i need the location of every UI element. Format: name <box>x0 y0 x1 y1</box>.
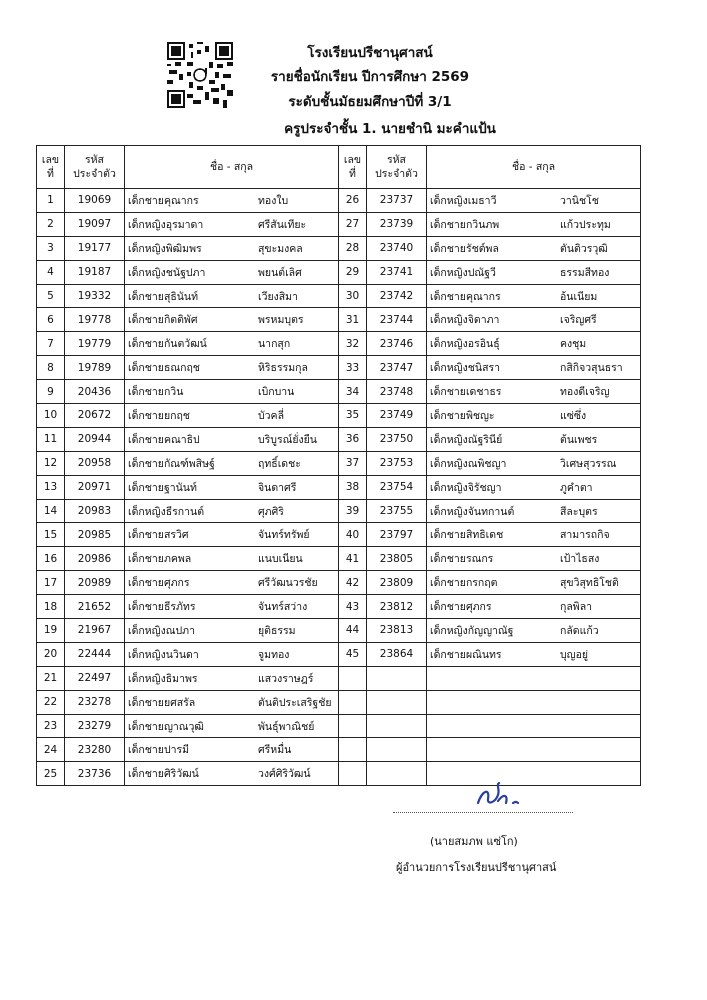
last-name: ต้นเพชร <box>560 433 598 446</box>
cell-student-id <box>367 762 427 786</box>
school-name: โรงเรียนปรีชานุศาสน์ <box>307 45 433 61</box>
first-name: เด็กหญิงธิมาพร <box>128 672 198 685</box>
last-name: บริบูรณ์ยั่งยืน <box>258 433 317 446</box>
cell-name <box>427 595 641 619</box>
last-name: จินดาศรี <box>258 481 297 494</box>
homeroom-teacher: ครูประจำชั้น 1. นายชำนิ มะคำแป้น <box>284 121 496 137</box>
table-row <box>37 212 641 236</box>
header-name: ชื่อ - สกุล <box>427 146 641 189</box>
cell-student-id: 21652 <box>65 595 125 619</box>
first-name: เด็กหญิงชนัฐปภา <box>128 266 206 279</box>
cell-student-id: 23280 <box>65 738 125 762</box>
cell-name <box>427 547 641 571</box>
cell-name <box>427 189 641 213</box>
cell-number: 20 <box>37 642 65 666</box>
cell-name <box>427 451 641 475</box>
header-student-id: รหัส ประจำตัว <box>65 146 125 189</box>
cell-student-id: 23279 <box>65 714 125 738</box>
cell-name <box>125 380 339 404</box>
header-name: ชื่อ - สกุล <box>125 146 339 189</box>
cell-student-id: 22497 <box>65 666 125 690</box>
cell-number: 11 <box>37 427 65 451</box>
cell-student-id: 23809 <box>367 571 427 595</box>
cell-number: 19 <box>37 619 65 643</box>
last-name: คงชุม <box>560 338 587 351</box>
last-name: พรหมบุตร <box>258 314 304 327</box>
list-title: รายชื่อนักเรียน ปีการศึกษา 2569 <box>270 69 470 85</box>
first-name: เด็กหญิงเมธาวี <box>430 194 497 207</box>
first-name: เด็กหญิงจิรัชญา <box>430 481 502 494</box>
cell-student-id: 19332 <box>65 284 125 308</box>
cell-number: 3 <box>37 236 65 260</box>
cell-number: 44 <box>339 619 367 643</box>
last-name: ทองดีเจริญ <box>560 386 610 399</box>
first-name: เด็กชายยศสรัล <box>128 696 196 709</box>
first-name: เด็กหญิงจันทกานต์ <box>430 505 515 518</box>
last-name: สุขวิสุทธิโชติ <box>560 577 619 590</box>
first-name: เด็กชายคุณากร <box>128 194 199 207</box>
signatory-name: (นายสมภพ แซ่โก) <box>430 835 518 848</box>
last-name: แสวงราษฎร์ <box>258 672 314 685</box>
table-row <box>37 451 641 475</box>
cell-number: 41 <box>339 547 367 571</box>
cell-student-id: 19187 <box>65 260 125 284</box>
cell-name <box>125 642 339 666</box>
cell-student-id: 23812 <box>367 595 427 619</box>
first-name: เด็กชายศุภกร <box>128 577 190 590</box>
last-name: ตันติวรวุฒิ <box>560 242 608 255</box>
cell-name <box>125 714 339 738</box>
last-name: วงศ์ศิริวัฒน์ <box>258 768 311 781</box>
first-name: เด็กชายรณกร <box>430 553 494 566</box>
cell-student-id: 23741 <box>367 260 427 284</box>
cell-student-id: 23742 <box>367 284 427 308</box>
cell-number: 6 <box>37 308 65 332</box>
last-name: ศรีวัฒนวรชัย <box>258 577 318 590</box>
cell-student-id: 19097 <box>65 212 125 236</box>
last-name: จูมทอง <box>258 648 290 661</box>
table-row <box>37 189 641 213</box>
cell-student-id: 19789 <box>65 356 125 380</box>
cell-name <box>427 642 641 666</box>
last-name: ศรีสันเทียะ <box>258 218 307 231</box>
cell-student-id: 23753 <box>367 451 427 475</box>
first-name: เด็กชายคณาธิป <box>128 433 200 446</box>
cell-name <box>125 284 339 308</box>
cell-name <box>427 499 641 523</box>
cell-name <box>427 236 641 260</box>
cell-name <box>427 427 641 451</box>
last-name: เบิกบาน <box>258 386 295 399</box>
cell-number: 35 <box>339 404 367 428</box>
cell-name <box>427 523 641 547</box>
cell-number: 10 <box>37 404 65 428</box>
cell-name <box>125 260 339 284</box>
first-name: เด็กหญิงจิดาภา <box>430 314 500 327</box>
cell-student-id: 20989 <box>65 571 125 595</box>
cell-student-id: 19069 <box>65 189 125 213</box>
first-name: เด็กหญิงชนิสรา <box>430 362 501 375</box>
first-name: เด็กชายสรวิศ <box>128 529 189 542</box>
cell-student-id: 23749 <box>367 404 427 428</box>
last-name: สุขะมงคล <box>258 242 303 255</box>
table-row <box>37 356 641 380</box>
table-row <box>37 332 641 356</box>
table-header <box>37 146 641 189</box>
cell-name <box>427 714 641 738</box>
last-name: หิริธรรมกุล <box>258 362 308 375</box>
first-name: เด็กหญิงพิฒิมพร <box>128 242 202 255</box>
cell-student-id: 23746 <box>367 332 427 356</box>
first-name: เด็กหญิงณปภา <box>128 624 195 637</box>
cell-name <box>125 547 339 571</box>
cell-name <box>427 260 641 284</box>
table-row <box>37 619 641 643</box>
first-name: เด็กชายกวิน <box>128 386 184 399</box>
cell-number: 36 <box>339 427 367 451</box>
cell-number: 22 <box>37 690 65 714</box>
table-row <box>37 690 641 714</box>
first-name: เด็กหญิงนวินดา <box>128 648 199 661</box>
cell-number: 40 <box>339 523 367 547</box>
cell-name <box>125 499 339 523</box>
cell-number: 29 <box>339 260 367 284</box>
cell-number <box>339 762 367 786</box>
first-name: เด็กชายกิตติพัศ <box>128 314 198 327</box>
cell-number: 17 <box>37 571 65 595</box>
cell-name <box>427 308 641 332</box>
cell-number: 23 <box>37 714 65 738</box>
cell-number: 38 <box>339 475 367 499</box>
cell-number: 27 <box>339 212 367 236</box>
cell-student-id: 23750 <box>367 427 427 451</box>
cell-number: 24 <box>37 738 65 762</box>
first-name: เด็กหญิงณัฐรินีย์ <box>430 433 503 446</box>
cell-student-id: 20958 <box>65 451 125 475</box>
last-name: ศุภศิริ <box>258 505 284 518</box>
cell-number: 13 <box>37 475 65 499</box>
last-name: เจริญศรี <box>560 314 597 327</box>
cell-name <box>427 356 641 380</box>
cell-name <box>427 762 641 786</box>
cell-student-id: 23813 <box>367 619 427 643</box>
cell-number: 9 <box>37 380 65 404</box>
first-name: เด็กชายกันตวัฒน์ <box>128 338 207 351</box>
first-name: เด็กหญิงกัญญาณัฐ <box>430 624 514 637</box>
cell-student-id: 22444 <box>65 642 125 666</box>
cell-name <box>125 738 339 762</box>
cell-name <box>427 738 641 762</box>
cell-name <box>427 284 641 308</box>
table-row <box>37 260 641 284</box>
first-name: เด็กหญิงณพิชญา <box>430 457 507 470</box>
cell-number: 26 <box>339 189 367 213</box>
first-name: เด็กชายภคพล <box>128 553 192 566</box>
last-name: สามารถกิจ <box>560 529 610 542</box>
cell-student-id: 20986 <box>65 547 125 571</box>
cell-student-id: 19177 <box>65 236 125 260</box>
first-name: เด็กหญิงปณัฐวี <box>430 266 496 279</box>
last-name: แซ่ซึ่ง <box>560 409 587 422</box>
cell-number: 14 <box>37 499 65 523</box>
table-row <box>37 595 641 619</box>
signatory-position: ผู้อำนวยการโรงเรียนปรีชานุศาสน์ <box>396 861 557 874</box>
cell-number: 33 <box>339 356 367 380</box>
cell-student-id: 23737 <box>367 189 427 213</box>
last-name: กสิกิจวสุนธรา <box>560 362 623 375</box>
cell-name <box>427 332 641 356</box>
table-row <box>37 714 641 738</box>
last-name: วิเศษสุวรรณ <box>560 457 617 470</box>
cell-name <box>125 308 339 332</box>
cell-name <box>427 212 641 236</box>
cell-number <box>339 738 367 762</box>
cell-name <box>125 619 339 643</box>
last-name: ภูคำตา <box>560 481 593 494</box>
last-name: กลัดแก้ว <box>560 624 599 637</box>
cell-student-id: 23754 <box>367 475 427 499</box>
cell-name <box>125 332 339 356</box>
cell-name <box>125 356 339 380</box>
last-name: แนบเนียน <box>258 553 303 566</box>
cell-name <box>427 380 641 404</box>
first-name: เด็กชายปารมี <box>128 744 190 757</box>
cell-number: 12 <box>37 451 65 475</box>
first-name: เด็กชายญาณวุฒิ <box>128 720 204 733</box>
last-name: สีละบุตร <box>560 505 598 518</box>
cell-student-id: 23864 <box>367 642 427 666</box>
cell-number: 45 <box>339 642 367 666</box>
cell-student-id: 23739 <box>367 212 427 236</box>
cell-student-id: 20983 <box>65 499 125 523</box>
table-row <box>37 308 641 332</box>
cell-student-id: 23748 <box>367 380 427 404</box>
first-name: เด็กหญิงอรอินธุ์ <box>430 338 500 351</box>
last-name: พันธุ์พาณิชย์ <box>258 720 315 733</box>
first-name: เด็กหญิงธีรกานต์ <box>128 505 205 518</box>
cell-name <box>427 690 641 714</box>
cell-student-id: 21967 <box>65 619 125 643</box>
last-name: เป้าไธสง <box>560 553 600 566</box>
cell-student-id: 23797 <box>367 523 427 547</box>
last-name: ทองใบ <box>258 194 289 207</box>
cell-student-id <box>367 738 427 762</box>
cell-student-id: 20436 <box>65 380 125 404</box>
last-name: บุญอยู่ <box>560 648 589 661</box>
table-row <box>37 427 641 451</box>
cell-student-id: 19778 <box>65 308 125 332</box>
table-row <box>37 404 641 428</box>
cell-student-id: 23740 <box>367 236 427 260</box>
first-name: เด็กชายธณกฤช <box>128 362 200 375</box>
table-row <box>37 571 641 595</box>
cell-name <box>125 666 339 690</box>
table-row <box>37 236 641 260</box>
cell-student-id: 23744 <box>367 308 427 332</box>
last-name: แก้วประทุม <box>560 218 611 231</box>
cell-number: 30 <box>339 284 367 308</box>
table-row <box>37 762 641 786</box>
first-name: เด็กชายกรกฤต <box>430 577 498 590</box>
cell-name <box>125 404 339 428</box>
first-name: เด็กชายเดชาธร <box>430 386 502 399</box>
cell-number: 8 <box>37 356 65 380</box>
cell-student-id <box>367 666 427 690</box>
last-name: ยุติธรรม <box>258 624 296 637</box>
cell-number: 15 <box>37 523 65 547</box>
cell-student-id: 23278 <box>65 690 125 714</box>
header-number: เลข ที่ <box>37 146 65 189</box>
last-name: จันทร์ทรัพย์ <box>258 529 310 542</box>
cell-name <box>427 404 641 428</box>
header-student-id: รหัส ประจำตัว <box>367 146 427 189</box>
cell-student-id: 20971 <box>65 475 125 499</box>
last-name: ตันติประเสริฐชัย <box>258 696 332 709</box>
table-row <box>37 642 641 666</box>
first-name: เด็กชายฐานันท์ <box>128 481 197 494</box>
first-name: เด็กชายสิทธิเดช <box>430 529 504 542</box>
first-name: เด็กหญิงอุรมาดา <box>128 218 204 231</box>
class-level: ระดับชั้นมัธยมศึกษาปีที่ 3/1 <box>288 94 452 110</box>
cell-number: 4 <box>37 260 65 284</box>
cell-number: 5 <box>37 284 65 308</box>
cell-number: 21 <box>37 666 65 690</box>
last-name: บัวคลี่ <box>258 409 285 422</box>
table-row <box>37 475 641 499</box>
cell-student-id: 23736 <box>65 762 125 786</box>
last-name: พยนต์เลิศ <box>258 266 302 279</box>
table-row <box>37 380 641 404</box>
last-name: วานิชโช <box>560 194 599 207</box>
cell-name <box>427 571 641 595</box>
first-name: เด็กชายคุณากร <box>430 290 501 303</box>
cell-name <box>125 571 339 595</box>
last-name: ฤทธิ์เดชะ <box>258 457 301 470</box>
cell-name <box>125 762 339 786</box>
cell-number: 34 <box>339 380 367 404</box>
cell-name <box>427 475 641 499</box>
cell-name <box>125 451 339 475</box>
cell-number: 37 <box>339 451 367 475</box>
cell-name <box>125 189 339 213</box>
first-name: เด็กชายกวินภพ <box>430 218 500 231</box>
last-name: เวียงสิมา <box>258 290 298 303</box>
first-name: เด็กชายยกฤช <box>128 409 190 422</box>
last-name: จันทร์สว่าง <box>258 601 308 614</box>
cell-name <box>125 523 339 547</box>
header-number: เลข ที่ <box>339 146 367 189</box>
cell-number: 7 <box>37 332 65 356</box>
cell-name <box>125 595 339 619</box>
cell-number: 31 <box>339 308 367 332</box>
cell-student-id: 20944 <box>65 427 125 451</box>
cell-number: 18 <box>37 595 65 619</box>
first-name: เด็กชายศิริวัฒน์ <box>128 768 199 781</box>
first-name: เด็กชายผณินทร <box>430 648 502 661</box>
table-row <box>37 666 641 690</box>
cell-number: 28 <box>339 236 367 260</box>
first-name: เด็กชายรัชต์พล <box>430 242 499 255</box>
last-name: ศรีหมื่น <box>258 744 292 757</box>
cell-name <box>427 666 641 690</box>
first-name: เด็กชายพิชญะ <box>430 409 495 422</box>
last-name: นากสุก <box>258 338 291 351</box>
cell-student-id: 23755 <box>367 499 427 523</box>
cell-number: 39 <box>339 499 367 523</box>
table-row <box>37 284 641 308</box>
cell-number: 43 <box>339 595 367 619</box>
first-name: เด็กชายสุธินันท์ <box>128 290 199 303</box>
cell-number <box>339 690 367 714</box>
cell-student-id <box>367 690 427 714</box>
last-name: กุลพิลา <box>560 601 593 614</box>
cell-number <box>339 666 367 690</box>
first-name: เด็กชายศุภกร <box>430 601 492 614</box>
cell-number <box>339 714 367 738</box>
cell-student-id: 23747 <box>367 356 427 380</box>
last-name: อ้นเนียม <box>560 290 598 303</box>
cell-name <box>125 690 339 714</box>
cell-student-id <box>367 714 427 738</box>
cell-name <box>427 619 641 643</box>
cell-name <box>125 475 339 499</box>
table-row <box>37 499 641 523</box>
cell-number: 2 <box>37 212 65 236</box>
cell-name <box>125 212 339 236</box>
first-name: เด็กชายธีรภัทร <box>128 601 196 614</box>
cell-name <box>125 427 339 451</box>
cell-number: 1 <box>37 189 65 213</box>
last-name: ธรรมสีทอง <box>560 266 610 279</box>
signature-line <box>393 812 573 813</box>
cell-student-id: 23805 <box>367 547 427 571</box>
table-row <box>37 547 641 571</box>
cell-number: 25 <box>37 762 65 786</box>
student-table <box>36 145 641 786</box>
cell-name <box>125 236 339 260</box>
cell-student-id: 20672 <box>65 404 125 428</box>
table-row <box>37 523 641 547</box>
cell-number: 42 <box>339 571 367 595</box>
table-row <box>37 738 641 762</box>
first-name: เด็กชายกัณฑ์พสิษฐ์ <box>128 457 215 470</box>
cell-number: 32 <box>339 332 367 356</box>
cell-student-id: 20985 <box>65 523 125 547</box>
cell-student-id: 19779 <box>65 332 125 356</box>
cell-number: 16 <box>37 547 65 571</box>
